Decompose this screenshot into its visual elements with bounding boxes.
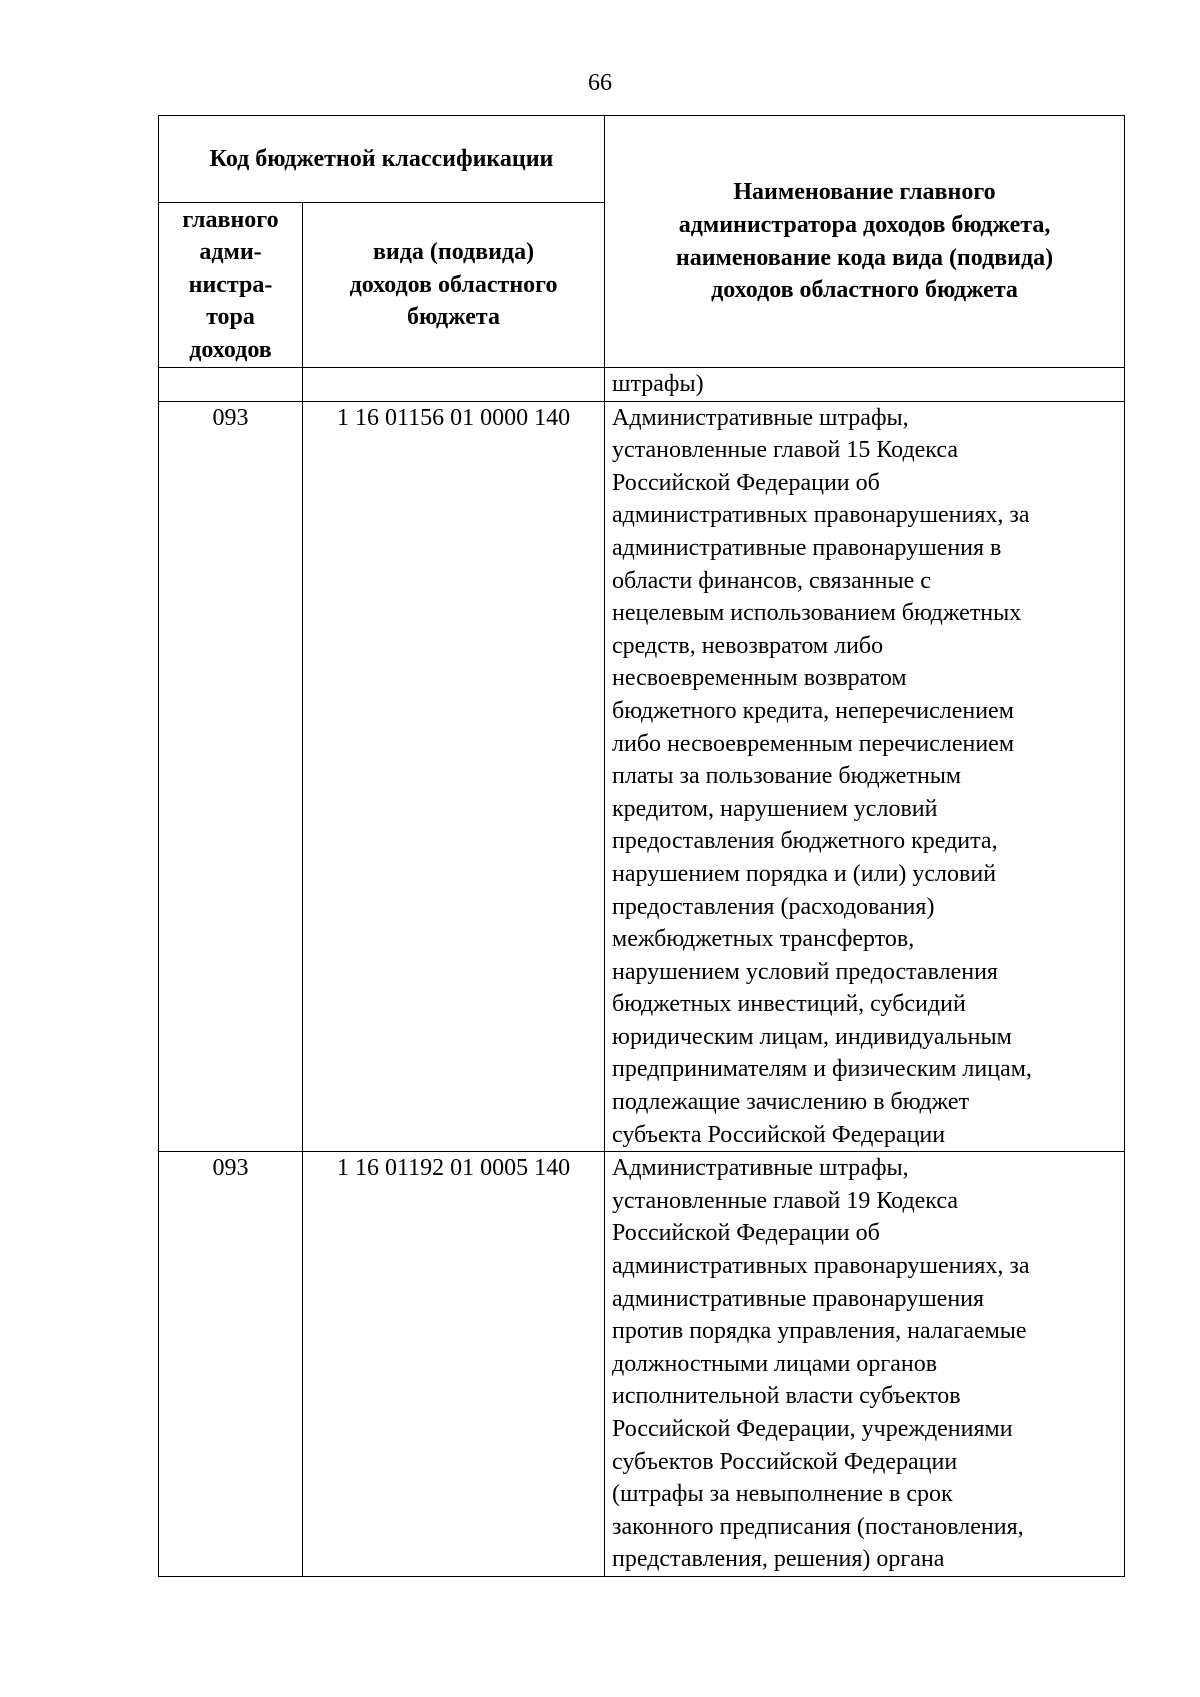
- table-body: [159, 368, 1125, 1577]
- header-admin-line: главного: [182, 206, 279, 233]
- income-name-line: законного предписания (постановления,: [612, 1513, 1024, 1540]
- header-admin-line: адми-: [199, 239, 262, 266]
- income-name-line: Административные штрафы,: [612, 1155, 909, 1182]
- income-name-line: кредитом, нарушением условий: [612, 795, 938, 822]
- income-name-line: субъекта Российской Федерации: [612, 1121, 946, 1148]
- income-code-cell: 1 16 01156 01 0000 140: [303, 401, 605, 1152]
- budget-classification-table: [158, 115, 1125, 1577]
- income-name-line: субъектов Российской Федерации: [612, 1448, 958, 1475]
- income-name-line: подлежащие зачислению в бюджет: [612, 1089, 970, 1116]
- header-name-column: [605, 116, 1125, 368]
- header-code-line: вида (подвида): [372, 239, 535, 266]
- income-name-cell: [605, 368, 1125, 402]
- header-name-line: доходов областного бюджета: [711, 277, 1018, 304]
- header-admin-line: доходов: [189, 336, 272, 363]
- income-name-line: штрафы): [612, 371, 704, 397]
- header-name-line: наименование кода вида (подвида): [675, 244, 1054, 271]
- income-name-line: области финансов, связанные с: [612, 567, 931, 594]
- income-name-line: против порядка управления, налагаемые: [612, 1318, 1027, 1345]
- admin-code-cell: 093: [159, 1152, 303, 1577]
- income-name-cell: [605, 1152, 1125, 1577]
- header-code-line: доходов областного: [349, 271, 558, 298]
- header-code-column: [303, 203, 605, 368]
- header-code-line: бюджета: [407, 304, 500, 331]
- income-name-line: межбюджетных трансфертов,: [612, 926, 915, 953]
- admin-code-cell: 093: [159, 401, 303, 1152]
- income-name-line: установленные главой 19 Кодекса: [612, 1187, 958, 1214]
- income-name-line: административные правонарушения в: [612, 534, 1002, 561]
- income-name-line: Административные штрафы,: [612, 404, 909, 431]
- income-name-line: Российской Федерации об: [612, 1220, 880, 1247]
- income-name-line: средств, невозвратом либо: [612, 632, 884, 659]
- income-name-line: нецелевым использованием бюджетных: [612, 600, 1022, 627]
- income-name-line: административные правонарушения: [612, 1285, 985, 1312]
- income-name-line: предоставления (расходования): [612, 893, 935, 920]
- income-name-line: должностными лицами органов: [612, 1350, 938, 1377]
- table-row: [159, 401, 1125, 1152]
- header-name-line: Наименование главного: [733, 179, 996, 206]
- income-code-cell: 1 16 01192 01 0005 140: [303, 1152, 605, 1577]
- admin-code-cell: [159, 368, 303, 402]
- header-admin-line: тора: [206, 304, 255, 331]
- header-budget-classification-code: Код бюджетной классификации: [159, 116, 605, 203]
- income-name-line: административных правонарушениях, за: [612, 1253, 1030, 1280]
- income-name-cell: [605, 401, 1125, 1152]
- income-name-line: бюджетных инвестиций, субсидий: [612, 991, 966, 1018]
- table-row: [159, 1152, 1125, 1577]
- income-name-line: несвоевременным возвратом: [612, 665, 907, 692]
- table-row: [159, 368, 1125, 402]
- header-name-line: администратора доходов бюджета,: [678, 211, 1051, 238]
- income-name-line: Российской Федерации, учреждениями: [612, 1416, 1013, 1442]
- income-name-line: либо несвоевременным перечислением: [612, 730, 1015, 757]
- income-name-line: бюджетного кредита, неперечислением: [612, 697, 1014, 724]
- income-name-line: (штрафы за невыполнение в срок: [612, 1481, 953, 1508]
- header-admin-column: [159, 203, 303, 368]
- income-name-line: предоставления бюджетного кредита,: [612, 828, 998, 855]
- income-name-line: представления, решения) органа: [612, 1546, 945, 1573]
- income-name-line: исполнительной власти субъектов: [612, 1383, 961, 1410]
- income-name-line: юридическим лицам, индивидуальным: [612, 1023, 1012, 1050]
- income-code-cell: [303, 368, 605, 402]
- page-number: 66: [588, 70, 612, 96]
- header-admin-line: нистра-: [188, 271, 273, 298]
- income-name-line: нарушением условий предоставления: [612, 958, 998, 985]
- income-name-line: предпринимателям и физическим лицам,: [612, 1056, 1032, 1083]
- income-name-line: установленные главой 15 Кодекса: [612, 437, 958, 464]
- income-name-line: административных правонарушениях, за: [612, 502, 1030, 529]
- income-name-line: Российской Федерации об: [612, 469, 880, 496]
- income-name-line: нарушением порядка и (или) условий: [612, 860, 997, 887]
- income-name-line: платы за пользование бюджетным: [612, 763, 962, 790]
